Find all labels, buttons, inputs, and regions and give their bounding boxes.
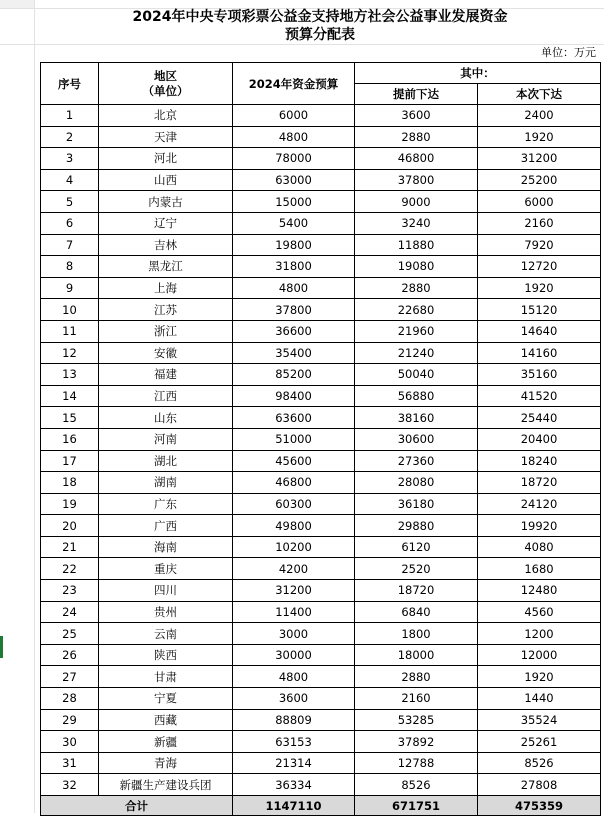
cell-advance[interactable]: 56880	[355, 385, 478, 407]
table-row	[41, 407, 601, 429]
cell-region[interactable]: 湖南	[99, 472, 233, 494]
cell-index[interactable]: 25	[41, 623, 99, 645]
cell-region[interactable]: 重庆	[99, 558, 233, 580]
cell-budget[interactable]: 4800	[233, 126, 355, 148]
cell-index[interactable]: 16	[41, 428, 99, 450]
table-row	[41, 299, 601, 321]
cell-region[interactable]: 广东	[99, 493, 233, 515]
cell-advance[interactable]: 3600	[355, 105, 478, 127]
cell-index[interactable]: 20	[41, 515, 99, 537]
table-row	[41, 580, 601, 602]
cell-index[interactable]: 9	[41, 277, 99, 299]
header-region-text: 地区 （单位）	[142, 68, 189, 98]
cell-advance[interactable]: 18000	[355, 644, 478, 666]
cell-region[interactable]: 河北	[99, 148, 233, 170]
cell-region[interactable]: 甘肃	[99, 666, 233, 688]
cell-current[interactable]: 7920	[478, 234, 601, 256]
cell-budget[interactable]: 3000	[233, 623, 355, 645]
table-row	[41, 342, 601, 364]
cell-advance[interactable]: 9000	[355, 191, 478, 213]
cell-index[interactable]: 2	[41, 126, 99, 148]
cell-index[interactable]: 21	[41, 536, 99, 558]
cell-index[interactable]: 7	[41, 234, 99, 256]
cell-index[interactable]: 24	[41, 601, 99, 623]
cell-budget[interactable]: 31200	[233, 580, 355, 602]
cell-index[interactable]: 14	[41, 385, 99, 407]
cell-budget[interactable]: 88809	[233, 709, 355, 731]
table-row	[41, 774, 601, 796]
cell-advance[interactable]: 2520	[355, 558, 478, 580]
title-line-1: 2024年中央专项彩票公益金支持地方社会公益事业发展资金	[132, 9, 508, 25]
row-selection-marker	[0, 636, 3, 658]
unit-label: 单位：万元	[541, 46, 596, 59]
cell-current[interactable]: 25440	[478, 407, 601, 429]
cell-advance[interactable]: 36180	[355, 493, 478, 515]
cell-current[interactable]: 15120	[478, 299, 601, 321]
cell-current[interactable]: 1920	[478, 277, 601, 299]
table-row	[41, 450, 601, 472]
header-current[interactable]: 本次下达	[478, 84, 601, 105]
header-of-which[interactable]: 其中：	[355, 63, 601, 84]
cell-index[interactable]: 8	[41, 256, 99, 278]
cell-index[interactable]: 29	[41, 709, 99, 731]
cell-current[interactable]: 14160	[478, 342, 601, 364]
cell-budget[interactable]: 4800	[233, 666, 355, 688]
table-row	[41, 731, 601, 753]
table-row	[41, 644, 601, 666]
cell-region[interactable]: 宁夏	[99, 688, 233, 710]
cell-budget[interactable]: 36600	[233, 320, 355, 342]
table-row	[41, 320, 601, 342]
cell-current[interactable]: 14640	[478, 320, 601, 342]
cell-region[interactable]: 江西	[99, 385, 233, 407]
total-current[interactable]: 475359	[478, 796, 601, 816]
cell-advance[interactable]: 27360	[355, 450, 478, 472]
cell-current[interactable]: 1440	[478, 688, 601, 710]
cell-region[interactable]: 天津	[99, 126, 233, 148]
table-row	[41, 256, 601, 278]
cell-advance[interactable]: 46800	[355, 148, 478, 170]
cell-advance[interactable]: 3240	[355, 212, 478, 234]
cell-advance[interactable]: 1800	[355, 623, 478, 645]
cell-index[interactable]: 22	[41, 558, 99, 580]
cell-current[interactable]: 19920	[478, 515, 601, 537]
cell-budget[interactable]: 37800	[233, 299, 355, 321]
table-row	[41, 536, 601, 558]
cell-budget[interactable]: 3600	[233, 688, 355, 710]
cell-current[interactable]: 1680	[478, 558, 601, 580]
table-row	[41, 601, 601, 623]
cell-advance[interactable]: 11880	[355, 234, 478, 256]
cell-current[interactable]: 35524	[478, 709, 601, 731]
total-budget[interactable]: 1147110	[233, 796, 355, 816]
header-region[interactable]	[99, 63, 233, 105]
cell-current[interactable]: 12720	[478, 256, 601, 278]
table-row	[41, 623, 601, 645]
cell-budget[interactable]: 85200	[233, 364, 355, 386]
cell-advance[interactable]: 19080	[355, 256, 478, 278]
cell-current[interactable]: 6000	[478, 191, 601, 213]
cell-budget[interactable]: 19800	[233, 234, 355, 256]
cell-index[interactable]: 32	[41, 774, 99, 796]
cell-advance[interactable]: 2880	[355, 126, 478, 148]
cell-current[interactable]: 18240	[478, 450, 601, 472]
cell-region[interactable]: 陕西	[99, 644, 233, 666]
cell-current[interactable]: 25200	[478, 169, 601, 191]
cell-region[interactable]: 西藏	[99, 709, 233, 731]
cell-region[interactable]: 江苏	[99, 299, 233, 321]
cell-advance[interactable]: 53285	[355, 709, 478, 731]
cell-advance[interactable]: 38160	[355, 407, 478, 429]
cell-region[interactable]: 黑龙江	[99, 256, 233, 278]
table-row	[41, 558, 601, 580]
table-row	[41, 364, 601, 386]
table-row	[41, 688, 601, 710]
title-line-2: 预算分配表	[285, 27, 355, 43]
cell-advance[interactable]: 6840	[355, 601, 478, 623]
cell-current[interactable]: 18720	[478, 472, 601, 494]
table-row	[41, 515, 601, 537]
cell-index[interactable]: 11	[41, 320, 99, 342]
cell-index[interactable]: 3	[41, 148, 99, 170]
cell-region[interactable]: 山西	[99, 169, 233, 191]
cell-current[interactable]: 35160	[478, 364, 601, 386]
cell-region[interactable]: 海南	[99, 536, 233, 558]
total-label[interactable]: 合计	[41, 796, 233, 816]
cell-advance[interactable]: 28080	[355, 472, 478, 494]
cell-advance[interactable]: 37800	[355, 169, 478, 191]
cell-index[interactable]: 27	[41, 666, 99, 688]
cell-current[interactable]: 27808	[478, 774, 601, 796]
cell-index[interactable]: 6	[41, 212, 99, 234]
cell-advance[interactable]: 37892	[355, 731, 478, 753]
cell-budget[interactable]: 11400	[233, 601, 355, 623]
cell-current[interactable]: 12480	[478, 580, 601, 602]
cell-region[interactable]: 云南	[99, 623, 233, 645]
cell-budget[interactable]: 21314	[233, 752, 355, 774]
table-row	[41, 212, 601, 234]
cell-budget[interactable]: 60300	[233, 493, 355, 515]
table-row	[41, 105, 601, 127]
cell-index[interactable]: 15	[41, 407, 99, 429]
table-row	[41, 234, 601, 256]
table-body	[41, 105, 601, 796]
cell-advance[interactable]: 50040	[355, 364, 478, 386]
table-row	[41, 752, 601, 774]
cell-index[interactable]: 19	[41, 493, 99, 515]
cell-region[interactable]: 贵州	[99, 601, 233, 623]
header-advance[interactable]: 提前下达	[355, 84, 478, 105]
cell-budget[interactable]: 63000	[233, 169, 355, 191]
cell-region[interactable]: 青海	[99, 752, 233, 774]
cell-budget[interactable]: 6000	[233, 105, 355, 127]
cell-region[interactable]: 广西	[99, 515, 233, 537]
table-title	[40, 8, 600, 44]
table-row	[41, 385, 601, 407]
cell-current[interactable]: 25261	[478, 731, 601, 753]
cell-advance[interactable]: 18720	[355, 580, 478, 602]
cell-current[interactable]: 1920	[478, 666, 601, 688]
cell-budget[interactable]: 98400	[233, 385, 355, 407]
table-row	[41, 277, 601, 299]
cell-region[interactable]: 湖北	[99, 450, 233, 472]
cell-budget[interactable]: 78000	[233, 148, 355, 170]
cell-index[interactable]: 31	[41, 752, 99, 774]
cell-current[interactable]: 2400	[478, 105, 601, 127]
cell-region[interactable]: 辽宁	[99, 212, 233, 234]
cell-budget[interactable]: 15000	[233, 191, 355, 213]
cell-index[interactable]: 23	[41, 580, 99, 602]
cell-index[interactable]: 13	[41, 364, 99, 386]
cell-current[interactable]: 4560	[478, 601, 601, 623]
cell-region[interactable]: 内蒙古	[99, 191, 233, 213]
table-row	[41, 126, 601, 148]
cell-budget[interactable]: 46800	[233, 472, 355, 494]
cell-current[interactable]: 8526	[478, 752, 601, 774]
cell-advance[interactable]: 2160	[355, 688, 478, 710]
cell-index[interactable]: 5	[41, 191, 99, 213]
cell-budget[interactable]: 5400	[233, 212, 355, 234]
cell-budget[interactable]: 63600	[233, 407, 355, 429]
cell-budget[interactable]: 51000	[233, 428, 355, 450]
header-budget-2024[interactable]: 2024年资金预算	[233, 63, 355, 105]
cell-region[interactable]: 山东	[99, 407, 233, 429]
cell-budget[interactable]: 31800	[233, 256, 355, 278]
budget-table	[40, 62, 601, 816]
cell-region[interactable]: 安徽	[99, 342, 233, 364]
cell-region[interactable]: 四川	[99, 580, 233, 602]
cell-advance[interactable]: 21960	[355, 320, 478, 342]
table-row	[41, 169, 601, 191]
table-row	[41, 428, 601, 450]
cell-budget[interactable]: 36334	[233, 774, 355, 796]
cell-index[interactable]: 26	[41, 644, 99, 666]
table-row	[41, 666, 601, 688]
cell-advance[interactable]: 30600	[355, 428, 478, 450]
table-row	[41, 493, 601, 515]
cell-budget[interactable]: 4800	[233, 277, 355, 299]
cell-advance[interactable]: 22680	[355, 299, 478, 321]
table-row	[41, 191, 601, 213]
cell-budget[interactable]: 49800	[233, 515, 355, 537]
cell-advance[interactable]: 12788	[355, 752, 478, 774]
cell-region[interactable]: 福建	[99, 364, 233, 386]
cell-region[interactable]: 新疆	[99, 731, 233, 753]
cell-budget[interactable]: 45600	[233, 450, 355, 472]
cell-region[interactable]: 上海	[99, 277, 233, 299]
cell-budget[interactable]: 30000	[233, 644, 355, 666]
cell-current[interactable]: 31200	[478, 148, 601, 170]
cell-current[interactable]: 41520	[478, 385, 601, 407]
sheet-gridline	[0, 44, 604, 45]
cell-current[interactable]: 1920	[478, 126, 601, 148]
cell-current[interactable]: 1200	[478, 623, 601, 645]
cell-current[interactable]: 24120	[478, 493, 601, 515]
cell-advance[interactable]: 8526	[355, 774, 478, 796]
cell-advance[interactable]: 29880	[355, 515, 478, 537]
cell-index[interactable]: 12	[41, 342, 99, 364]
cell-index[interactable]: 30	[41, 731, 99, 753]
cell-advance[interactable]: 21240	[355, 342, 478, 364]
cell-region[interactable]: 吉林	[99, 234, 233, 256]
cell-advance[interactable]: 6120	[355, 536, 478, 558]
cell-budget[interactable]: 35400	[233, 342, 355, 364]
cell-index[interactable]: 28	[41, 688, 99, 710]
sheet-gridline	[34, 0, 35, 813]
cell-advance[interactable]: 2880	[355, 666, 478, 688]
cell-region[interactable]: 河南	[99, 428, 233, 450]
cell-index[interactable]: 18	[41, 472, 99, 494]
cell-index[interactable]: 17	[41, 450, 99, 472]
table-row	[41, 472, 601, 494]
cell-current[interactable]: 4080	[478, 536, 601, 558]
cell-index[interactable]: 1	[41, 105, 99, 127]
cell-region[interactable]: 北京	[99, 105, 233, 127]
cell-region[interactable]: 新疆生产建设兵团	[99, 774, 233, 796]
total-advance[interactable]: 671751	[355, 796, 478, 816]
table-row	[41, 148, 601, 170]
cell-index[interactable]: 4	[41, 169, 99, 191]
cell-budget[interactable]: 10200	[233, 536, 355, 558]
cell-current[interactable]: 20400	[478, 428, 601, 450]
cell-advance[interactable]: 2880	[355, 277, 478, 299]
cell-region[interactable]: 浙江	[99, 320, 233, 342]
cell-budget[interactable]: 63153	[233, 731, 355, 753]
table-row	[41, 709, 601, 731]
cell-index[interactable]: 10	[41, 299, 99, 321]
header-index[interactable]: 序号	[41, 63, 99, 105]
cell-budget[interactable]: 4200	[233, 558, 355, 580]
cell-current[interactable]: 2160	[478, 212, 601, 234]
cell-current[interactable]: 12000	[478, 644, 601, 666]
